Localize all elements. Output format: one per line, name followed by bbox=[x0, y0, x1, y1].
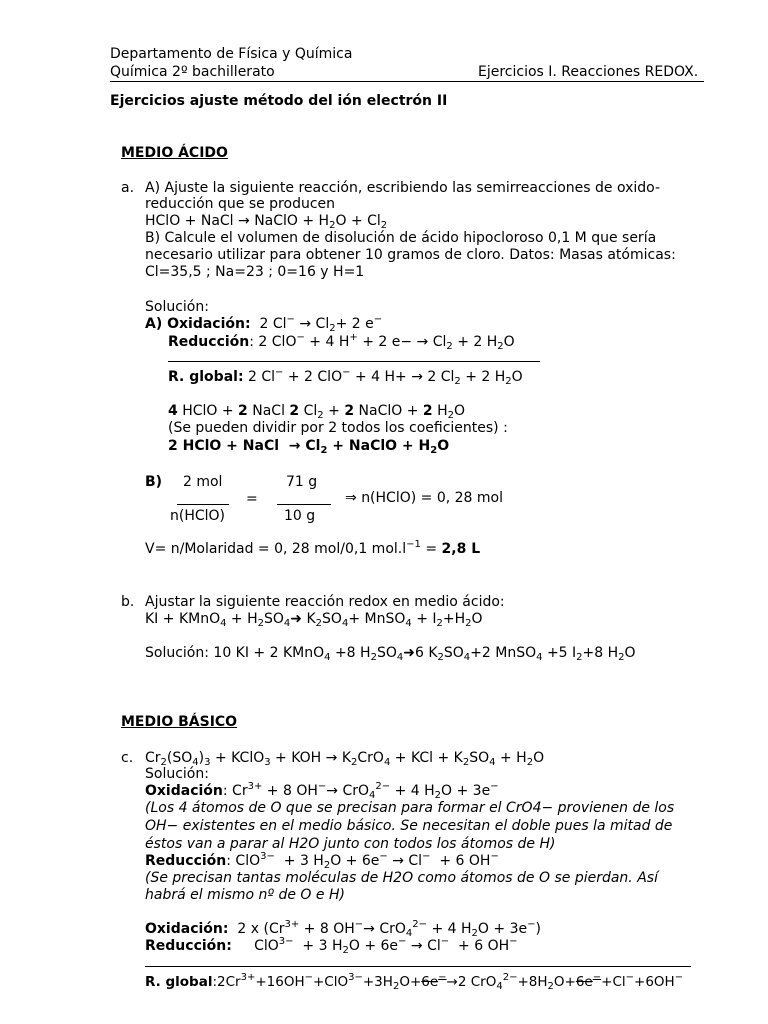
equals-sign: = bbox=[246, 491, 258, 507]
exercise-b-equation: KI + KMnO$_4$ + $H_2SO_4➜$ $K_2SO_4+$ MnSO$_4$ + $I_2+H_2O$ bbox=[145, 611, 483, 629]
global-label: R. global: bbox=[168, 369, 244, 385]
solution-label-c: Solución: bbox=[145, 766, 209, 782]
sheet-title: Ejercicios I. Reacciones REDOX. bbox=[478, 64, 699, 80]
reduction-label-c: Reducción bbox=[145, 853, 227, 869]
exercise-c-global: R. $global:2Cr^{3+}+16OH^-+ClO^{3-}+3H_2O+6e^-\to 2$ $CrO_4^{2-}+8H_2O+6e^-+Cl^-+6OH^-$ bbox=[145, 972, 684, 992]
exercise-a-partb-2: necesario utilizar para obtener 10 gramos de cloro. Datos: Masas atómicas: bbox=[145, 247, 676, 263]
exercise-c-reduction: Reducción: ClO$^{3-}$ + 3 $H_2O + 6e^- \to Cl^- + 6$ OH− bbox=[145, 851, 499, 871]
reduction-label-c2: Reducción: bbox=[145, 938, 232, 954]
oxidation-half-reaction: A) Oxidación: 2 $Cl^- \to Cl_2+ 2$ e− bbox=[145, 314, 383, 334]
exercise-c-oxidation-x2: Oxidación: 2 x ($Cr^{3+} + 8$ OH−→ CrO$_4^{2-}$ + 4 $H_2O + 3e^-$) bbox=[145, 919, 541, 939]
exercise-c-oxidation: Oxidación: $Cr^{3+} + 8$ OH−→ CrO$_4^{2-}$ + 4 $H_2O + 3e^-$ bbox=[145, 781, 499, 801]
oxidation-label-c2: Oxidación: bbox=[145, 921, 229, 937]
fraction2-denominator: 10 g bbox=[284, 508, 316, 524]
note2-line2: habrá el mismo nº de O e H) bbox=[145, 887, 345, 903]
section-heading-acid: MEDIO ÁCIDO bbox=[121, 145, 228, 161]
divide-note: (Se pueden dividir por 2 todos los coeficientes) : bbox=[168, 420, 508, 436]
moles-result-text: n(HClO) = 0, 28 mol bbox=[361, 490, 503, 506]
reaction-equation: HClO + NaCl → NaClO + $H_2O + Cl_2$ bbox=[145, 213, 388, 231]
molecular-equation: 4 HClO + 2 NaCl 2 $Cl_2 + 2$ NaClO + 2 $H_2O$ bbox=[168, 403, 466, 421]
list-marker-a: a. bbox=[121, 180, 135, 196]
reduction-half-reaction: Reducción: 2 ClO− + 4 H+ + 2 $e- \to Cl_2 + 2$ $H_2O$ bbox=[168, 332, 515, 352]
fraction2-numerator: 71 g bbox=[286, 474, 318, 490]
exercise-b-solution: Solución: 10 KI + 2 KMnO$_4$ +8 $H_2SO_4➜6$ $K_2SO_4+2$ MnSO$_4$ +5 $I_2+8$ $H_2O$ bbox=[145, 645, 636, 663]
volume-text: V= n/Molaridad = 0, 28 mol/0,1 mol.l bbox=[145, 541, 407, 557]
exercise-a-intro-1: A) Ajuste la siguiente reacción, escribiendo las semirreacciones de oxido- bbox=[145, 180, 661, 196]
note1-line3: éstos van a parar al H2O junto con todos los átomos de H) bbox=[145, 836, 556, 852]
list-marker-b: b. bbox=[121, 594, 135, 610]
exercise-b-intro: Ajustar la siguiente reacción redox en medio ácido: bbox=[145, 594, 505, 610]
global-label-c: R. global bbox=[145, 974, 213, 990]
exercise-c-reduction-2: Reducción: ClO$^{3-}$ + 3 $H_2O + 6e^- \to Cl^- + 6$ OH− bbox=[145, 936, 518, 956]
part-b-label: B) bbox=[145, 474, 163, 490]
list-marker-c: c. bbox=[121, 750, 134, 766]
fraction1-numerator: 2 mol bbox=[183, 474, 223, 490]
page-title: Ejercicios ajuste método del ión electrón II bbox=[110, 93, 448, 109]
exercise-c-equation: $Cr_2(SO_4)_3$ + KClO$_3$ + KOH → $K_2CrO_4$ + KCl + $K_2SO_4 + H_2O$ bbox=[145, 750, 545, 768]
fraction1-denominator: n(HClO) bbox=[170, 508, 226, 524]
simplified-equation: 2 HClO + NaCl → $Cl_2$ + NaClO + $H_2O$ bbox=[168, 438, 450, 456]
exercise-a-partb-3: Cl=35,5 ; Na=23 ; 0=16 y H=1 bbox=[145, 264, 365, 280]
oxidation-label: A) Oxidación: bbox=[145, 316, 251, 332]
note1-line1: (Los 4 átomos de O que se precisan para formar el CrO4− provienen de los bbox=[145, 800, 675, 816]
sum-rule-c bbox=[145, 966, 691, 967]
reduction-label: Reducción bbox=[168, 334, 250, 350]
department-name: Departamento de Física y Química bbox=[110, 46, 353, 62]
volume-value: 2,8 L bbox=[441, 541, 481, 557]
note1-line2: OH− existentes en el medio básico. Se necesitan el doble pues la mitad de bbox=[145, 818, 673, 834]
oxidation-label-c: Oxidación bbox=[145, 783, 223, 799]
implies-icon: ⇒ bbox=[345, 490, 357, 506]
solution-label-a: Solución: bbox=[145, 299, 209, 315]
note2-line1: (Se precisan tantas moléculas de H2O como átomos de O se pierdan. Así bbox=[145, 870, 658, 886]
exercise-a-intro-2: reducción que se producen bbox=[145, 196, 336, 212]
volume-result: V= n/Molaridad = 0, 28 mol/0,1 $mol.l^{-1} = 2,8$ L bbox=[145, 539, 481, 557]
exercise-b-solution-prefix: Solución: 10 KI + 2 KMnO bbox=[145, 645, 325, 661]
moles-result bbox=[345, 490, 503, 506]
section-heading-basic: MEDIO BÁSICO bbox=[121, 714, 238, 730]
global-reaction: R. global: 2 Cl− + 2 ClO− + 4 H+ → 2 $Cl_2 + 2$ $H_2O$ bbox=[168, 367, 523, 387]
fraction1-bar bbox=[177, 504, 229, 505]
exercise-a-partb-1: B) Calcule el volumen de disolución de ácido hipocloroso 0,1 M que sería bbox=[145, 230, 657, 246]
header-rule bbox=[110, 81, 704, 82]
sum-rule bbox=[168, 361, 540, 362]
course-name: Química 2º bachillerato bbox=[110, 64, 275, 80]
fraction2-bar bbox=[277, 504, 331, 505]
